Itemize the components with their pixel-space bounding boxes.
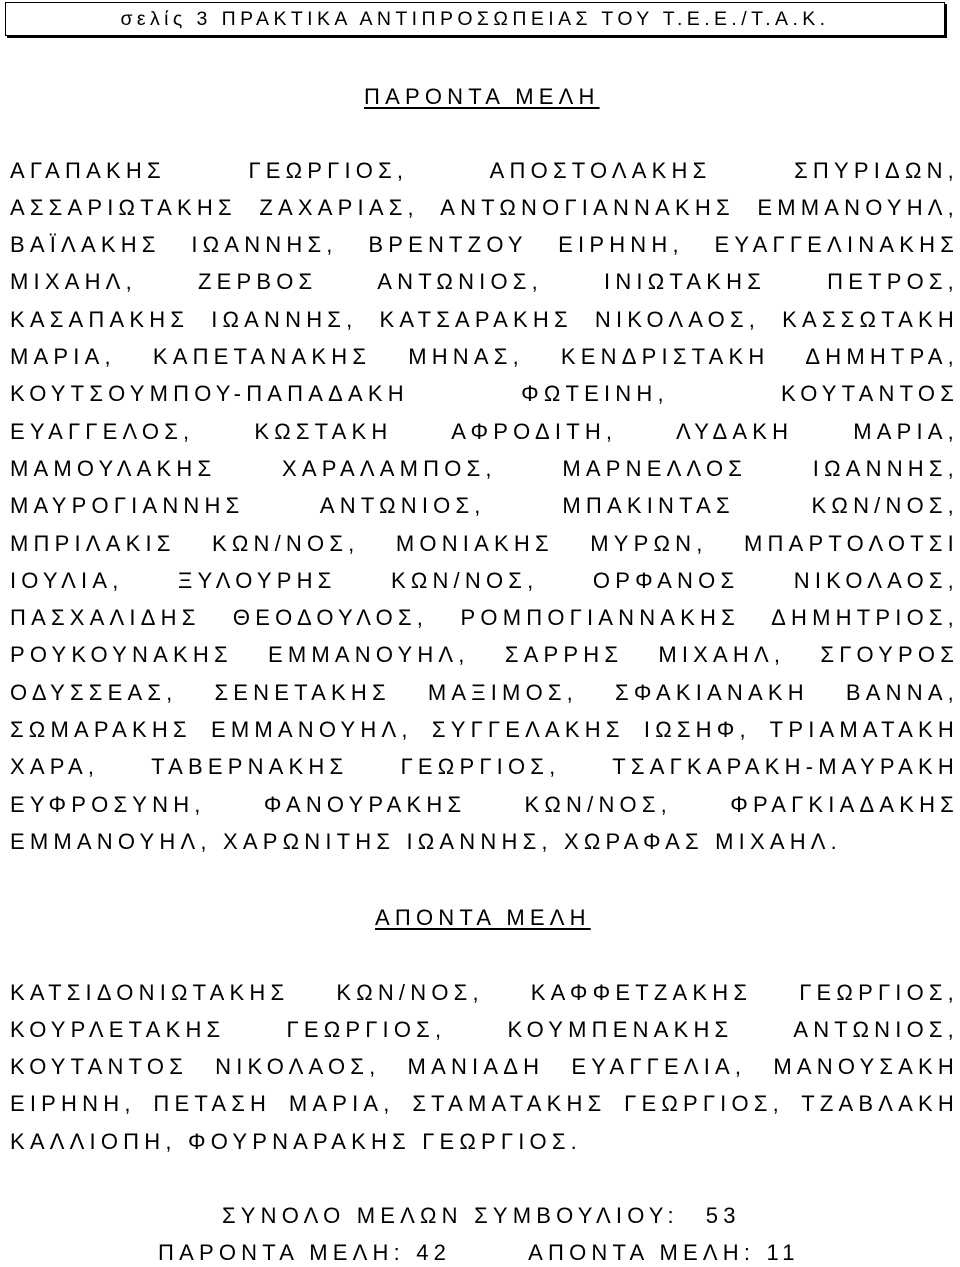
present-members-line: ΣΩΜΑΡΑΚΗΣ ΕΜΜΑΝΟΥΗΛ, ΣΥΓΓΕΛΑΚΗΣ ΙΩΣΗΦ, ΤΡΙΑΜΑΤΑΚΗ — [10, 717, 959, 743]
present-members-line: ΕΜΜΑΝΟΥΗΛ, ΧΑΡΩΝΙΤΗΣ ΙΩΑΝΝΗΣ, ΧΩΡΑΦΑΣ ΜΙΧΑΗΛ. — [10, 828, 842, 854]
present-members-line: ΡΟΥΚΟΥΝΑΚΗΣ ΕΜΜΑΝΟΥΗΛ, ΣΑΡΡΗΣ ΜΙΧΑΗΛ, ΣΓΟΥΡΟΣ — [10, 642, 959, 668]
present-members-line: ΕΥΦΡΟΣΥΝΗ, ΦΑΝΟΥΡΑΚΗΣ ΚΩΝ/ΝΟΣ, ΦΡΑΓΚΙΑΔΑΚΗΣ — [10, 791, 959, 817]
present-members-line: ΟΔΥΣΣΕΑΣ, ΣΕΝΕΤΑΚΗΣ ΜΑΞΙΜΟΣ, ΣΦΑΚΙΑΝΑΚΗ ΒΑΝΝΑ, — [10, 679, 959, 705]
present-members-list — [10, 152, 959, 861]
absent-members-line: ΚΑΛΛΙΟΠΗ, ΦΟΥΡΝΑΡΑΚΗΣ ΓΕΩΡΓΙΟΣ. — [10, 1128, 582, 1154]
present-members-line: ΒΑΪΛΑΚΗΣ ΙΩΑΝΝΗΣ, ΒΡΕΝΤΖΟΥ ΕΙΡΗΝΗ, ΕΥΑΓΓΕΛΙΝΑΚΗΣ — [10, 232, 959, 258]
present-count-label: ΠΑΡΟΝΤΑ ΜΕΛΗ: — [158, 1240, 405, 1266]
council-total-value: 53 — [705, 1203, 741, 1229]
absent-count — [528, 1240, 800, 1266]
present-members-line: ΜΠΡΙΛΑΚΙΣ ΚΩΝ/ΝΟΣ, ΜΟΝΙΑΚΗΣ ΜΥΡΩΝ, ΜΠΑΡΤΟΛΟΤΣΙ — [10, 530, 959, 556]
present-members-line: ΜΑΡΙΑ, ΚΑΠΕΤΑΝΑΚΗΣ ΜΗΝΑΣ, ΚΕΝΔΡΙΣΤΑΚΗ ΔΗΜΗΤΡΑ, — [10, 344, 959, 370]
present-members-heading: ΠΑΡΟΝΤΑ ΜΕΛΗ — [364, 83, 600, 109]
present-count — [158, 1240, 451, 1266]
present-count-value: 42 — [416, 1240, 452, 1266]
council-total-label: ΣΥΝΟΛΟ ΜΕΛΩΝ ΣΥΜΒΟΥΛΙΟΥ: — [222, 1203, 679, 1229]
absent-members-list — [10, 974, 959, 1160]
absent-members-line: ΚΟΥΡΛΕΤΑΚΗΣ ΓΕΩΡΓΙΟΣ, ΚΟΥΜΠΕΝΑΚΗΣ ΑΝΤΩΝΙΟΣ, — [10, 1016, 959, 1042]
absent-count-label: ΑΠΟΝΤΑ ΜΕΛΗ: — [528, 1240, 756, 1266]
absent-members-line: ΚΑΤΣΙΔΟΝΙΩΤΑΚΗΣ ΚΩΝ/ΝΟΣ, ΚΑΦΦΕΤΖΑΚΗΣ ΓΕΩΡΓΙΟΣ, — [10, 979, 959, 1005]
present-members-line: ΕΥΑΓΓΕΛΟΣ, ΚΩΣΤΑΚΗ ΑΦΡΟΔΙΤΗ, ΛΥΔΑΚΗ ΜΑΡΙΑ, — [10, 418, 959, 444]
present-members-line: ΠΑΣΧΑΛΙΔΗΣ ΘΕΟΔΟΥΛΟΣ, ΡΟΜΠΟΓΙΑΝΝΑΚΗΣ ΔΗΜΗΤΡΙΟΣ, — [10, 605, 959, 631]
present-members-line: ΑΣΣΑΡΙΩΤΑΚΗΣ ΖΑΧΑΡΙΑΣ, ΑΝΤΩΝΟΓΙΑΝΝΑΚΗΣ ΕΜΜΑΝΟΥΗΛ, — [10, 194, 959, 220]
present-members-line: ΧΑΡΑ, ΤΑΒΕΡΝΑΚΗΣ ΓΕΩΡΓΙΟΣ, ΤΣΑΓΚΑΡΑΚΗ-ΜΑΥΡΑΚΗ — [10, 754, 959, 780]
absent-members-line: ΚΟΥΤΑΝΤΟΣ ΝΙΚΟΛΑΟΣ, ΜΑΝΙΑΔΗ ΕΥΑΓΓΕΛΙΑ, ΜΑΝΟΥΣΑΚΗ — [10, 1054, 959, 1080]
page-number-label: σελίς 3 — [120, 8, 212, 30]
page-header — [5, 2, 945, 36]
present-members-line: ΜΙΧΑΗΛ, ΖΕΡΒΟΣ ΑΝΤΩΝΙΟΣ, ΙΝΙΩΤΑΚΗΣ ΠΕΤΡΟΣ, — [10, 269, 959, 295]
absent-members-heading: ΑΠΟΝΤΑ ΜΕΛΗ — [375, 904, 591, 930]
present-members-line: ΑΓΑΠΑΚΗΣ ΓΕΩΡΓΙΟΣ, ΑΠΟΣΤΟΛΑΚΗΣ ΣΠΥΡΙΔΩΝ, — [10, 157, 959, 183]
attendance-summary — [158, 1240, 800, 1266]
present-members-line: ΚΟΥΤΣΟΥΜΠΟΥ-ΠΑΠΑΔΑΚΗ ΦΩΤΕΙΝΗ, ΚΟΥΤΑΝΤΟΣ — [10, 381, 959, 407]
document-title: ΠΡΑΚΤΙΚΑ ΑΝΤΙΠΡΟΣΩΠΕΙΑΣ ΤΟΥ Τ.Ε.Ε./Τ.Α.Κ. — [221, 8, 830, 30]
present-members-line: ΚΑΣΑΠΑΚΗΣ ΙΩΑΝΝΗΣ, ΚΑΤΣΑΡΑΚΗΣ ΝΙΚΟΛΑΟΣ, ΚΑΣΣΩΤΑΚΗ — [10, 306, 959, 332]
present-members-line: ΜΑΜΟΥΛΑΚΗΣ ΧΑΡΑΛΑΜΠΟΣ, ΜΑΡΝΕΛΛΟΣ ΙΩΑΝΝΗΣ, — [10, 455, 959, 481]
present-members-line: ΜΑΥΡΟΓΙΑΝΝΗΣ ΑΝΤΩΝΙΟΣ, ΜΠΑΚΙΝΤΑΣ ΚΩΝ/ΝΟΣ, — [10, 493, 959, 519]
council-total — [222, 1203, 741, 1229]
present-members-line: ΙΟΥΛΙΑ, ΞΥΛΟΥΡΗΣ ΚΩΝ/ΝΟΣ, ΟΡΦΑΝΟΣ ΝΙΚΟΛΑΟΣ, — [10, 567, 959, 593]
absent-members-line: ΕΙΡΗΝΗ, ΠΕΤΑΣΗ ΜΑΡΙΑ, ΣΤΑΜΑΤΑΚΗΣ ΓΕΩΡΓΙΟΣ, ΤΖΑΒΛΑΚΗ — [10, 1091, 959, 1117]
absent-count-value: 11 — [766, 1240, 800, 1266]
